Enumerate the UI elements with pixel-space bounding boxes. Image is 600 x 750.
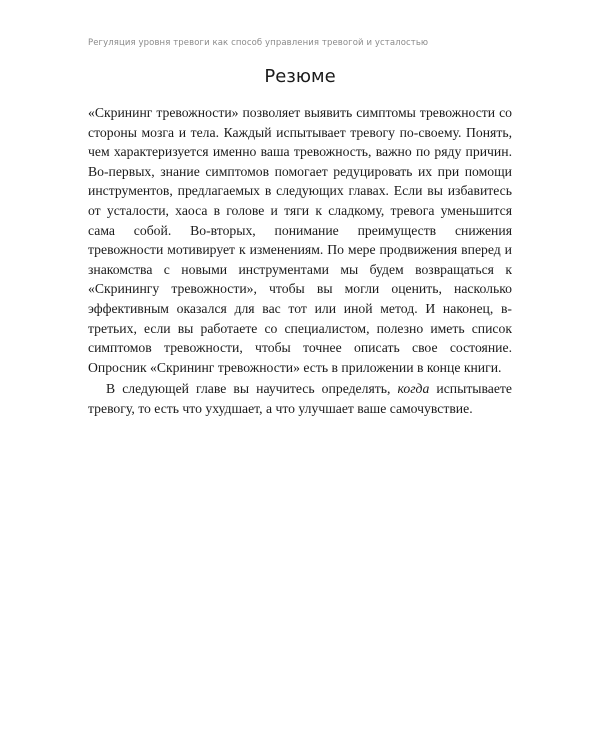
running-header: Регуляция уровня тревоги как способ управления тревогой и усталостью: [88, 38, 429, 48]
paragraph-2-after: испытываете тревогу, то есть что ухудшает, а что улучшает ваше самочувствие.: [88, 381, 512, 416]
body-text: [88, 103, 512, 419]
paragraph-1: «Скрининг тревожности» позволяет выявить симптомы тревожности со стороны мозга и тела. Каждый испытывает тревогу по-своему. Понять, чем характеризуется именно ваша тревожность, важно по ряду причин. Во-первых, знание симптомов помогает редуцировать их при помощи инструментов, предлагаемых в следующих главах. Если вы избавитесь от усталости, хаоса в голове и тяги к сладкому, тревога уменьшится сама собой. Во-вторых, понимание преимуществ снижения тревожности мотивирует к изменениям. По мере продвижения вперед и знакомства с новыми инструментами мы будем возвращаться к «Скринингу тревожности», чтобы вы могли оценить, насколько эффективным оказался для вас тот или иной метод. И наконец, в-третьих, если вы работаете со специалистом, полезно иметь список симптомов тревожности, чтобы точнее описать свое состояние. Опросник «Скрининг тревожности» есть в приложении в конце книги.: [88, 105, 512, 375]
chapter-title: Резюме: [264, 66, 336, 87]
paragraph-2-before: В следующей главе вы научитесь определять,: [106, 381, 398, 397]
paragraph-2-emphasis: когда: [397, 381, 430, 397]
paragraph-2: [88, 379, 512, 418]
